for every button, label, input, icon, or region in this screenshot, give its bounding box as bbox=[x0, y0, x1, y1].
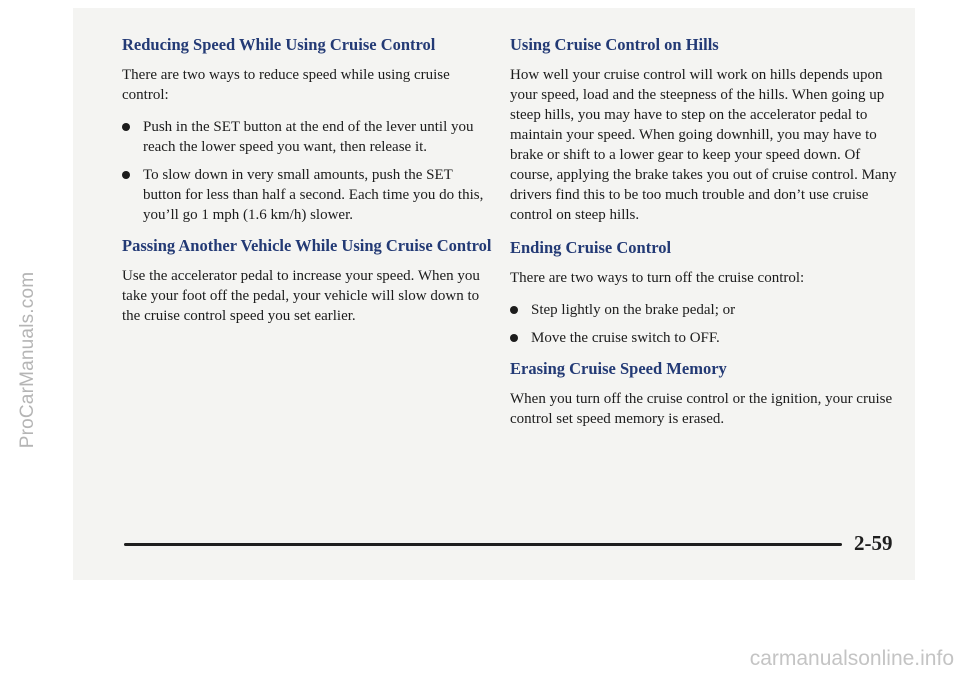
erasing-memory-body: When you turn off the cruise control or the ignition, your cruise control set speed memory is erased. bbox=[510, 391, 893, 427]
list-item bbox=[510, 328, 898, 348]
page-number: 2-59 bbox=[854, 531, 893, 555]
ending-cruise-list bbox=[510, 300, 898, 348]
ending-cruise-intro: There are two ways to turn off the cruise control: bbox=[510, 270, 805, 286]
bullet-icon bbox=[510, 334, 518, 342]
heading-cruise-on-hills: Using Cruise Control on Hills bbox=[510, 35, 719, 54]
list-item-text: Move the cruise switch to OFF. bbox=[531, 330, 720, 346]
list-item-text: Step lightly on the brake pedal; or bbox=[531, 302, 736, 318]
bottom-watermark: carmanualsonline.info bbox=[749, 647, 954, 670]
right-column bbox=[510, 34, 898, 441]
footer-rule bbox=[124, 543, 842, 546]
heading-passing-vehicle: Passing Another Vehicle While Using Cruise Control bbox=[122, 236, 492, 255]
cruise-on-hills-body: How well your cruise control will work on hills depends upon your speed, load and the steepness of the hills. When going up steep hills, you may have to step on the accelerator pedal to maintain your speed. When going downhill, you may have to brake or shift to a lower gear to keep your speed down. Of course, applying the brake takes you out of cruise control. Many drivers find this to be too much trouble and don’t use cruise control on steep hills. bbox=[510, 67, 897, 223]
list-item bbox=[122, 117, 494, 157]
reducing-speed-intro: There are two ways to reduce speed while using cruise control: bbox=[122, 67, 450, 103]
heading-reducing-speed: Reducing Speed While Using Cruise Control bbox=[122, 35, 436, 54]
list-item bbox=[510, 300, 898, 320]
list-item bbox=[122, 165, 494, 225]
reducing-speed-list bbox=[122, 117, 494, 225]
side-watermark: ProCarManuals.com bbox=[17, 271, 38, 449]
bullet-icon bbox=[510, 306, 518, 314]
heading-erasing-memory: Erasing Cruise Speed Memory bbox=[510, 359, 727, 378]
bullet-icon bbox=[122, 171, 130, 179]
list-item-text: Push in the SET button at the end of the lever until you reach the lower speed you want, then release it. bbox=[143, 119, 474, 155]
list-item-text: To slow down in very small amounts, push the SET button for less than half a second. Each time you do this, you’ll go 1 mph (1.6 km/h) slower. bbox=[143, 167, 484, 223]
left-column bbox=[122, 34, 494, 338]
heading-ending-cruise: Ending Cruise Control bbox=[510, 238, 672, 257]
bullet-icon bbox=[122, 123, 130, 131]
passing-vehicle-body: Use the accelerator pedal to increase your speed. When you take your foot off the pedal, your vehicle will slow down to the cruise control speed you set earlier. bbox=[122, 268, 480, 324]
